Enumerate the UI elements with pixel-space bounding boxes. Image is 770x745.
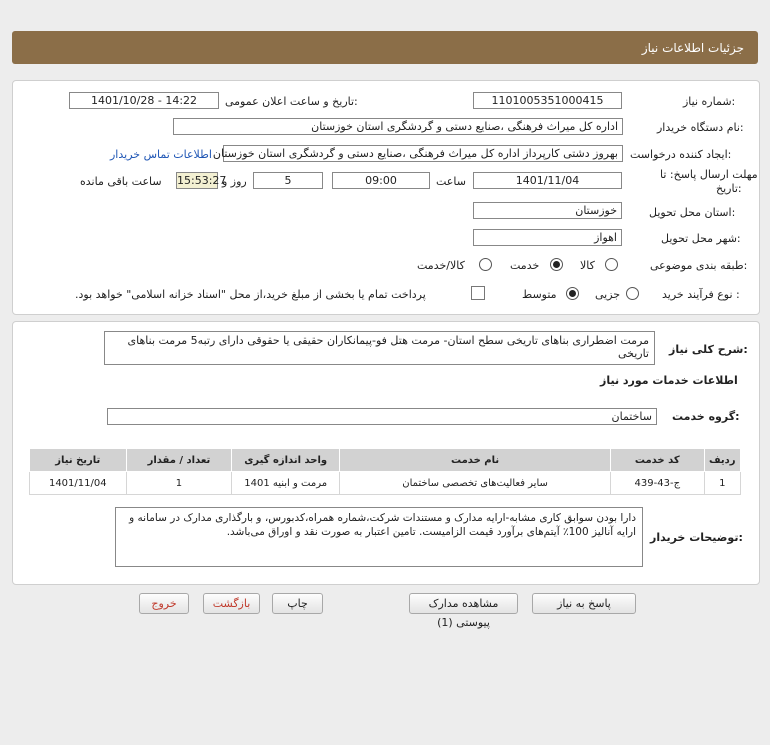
summary-label: شرح کلی نیاز: [669, 343, 748, 356]
days-field: 5 [253, 172, 323, 189]
process-minor-radio[interactable] [626, 287, 639, 300]
deadline-date-label: تاریخ: [716, 182, 742, 195]
city-field: اهواز [473, 229, 622, 246]
creator-label: ایجاد کننده درخواست: [630, 148, 732, 161]
cell-unit: مرمت و ابنیه 1401 [232, 472, 340, 495]
deadline-time-label: ساعت [436, 175, 466, 188]
services-table [29, 448, 741, 495]
service-group-label: گروه خدمت: [672, 410, 740, 423]
buyer-notes-label: توضیحات خریدار: [650, 531, 743, 544]
process-label: نوع فرآیند خرید : [662, 288, 740, 301]
creator-field: بهروز دشتی کارپرداز اداره کل میراث فرهنگی ،صنایع دستی و گردشگری استان خوزستان [223, 145, 623, 162]
announce-label: تاریخ و ساعت اعلان عمومی: [225, 95, 358, 108]
announce-field: 1401/10/28 - 14:22 [69, 92, 219, 109]
category-goods-service-radio[interactable] [479, 258, 492, 271]
col-qty: تعداد / مقدار [126, 449, 232, 472]
cell-name: سایر فعالیت‌های تخصصی ساختمان [340, 472, 611, 495]
need-info-panel [12, 80, 760, 315]
province-field: خوزستان [473, 202, 622, 219]
process-minor-label: جزیی [595, 288, 621, 301]
process-medium-radio[interactable] [566, 287, 579, 300]
category-label: طبقه بندی موضوعی: [650, 259, 748, 272]
payment-note: پرداخت تمام یا بخشی از مبلغ خرید،از محل "اسناد خزانه اسلامی" خواهد بود. [75, 288, 426, 301]
services-section-title: اطلاعات خدمات مورد نیاز [600, 374, 738, 387]
contact-buyer-link[interactable]: اطلاعات تماس خریدار [110, 148, 212, 161]
col-row: ردیف [704, 449, 741, 472]
col-name: نام خدمت [340, 449, 611, 472]
view-attachments-button[interactable]: مشاهده مدارک پیوستی (1) [409, 593, 518, 614]
province-label: استان محل تحویل: [649, 206, 736, 219]
category-service-radio[interactable] [550, 258, 563, 271]
deadline-time-field: 09:00 [332, 172, 430, 189]
process-medium-label: متوسط [522, 288, 557, 301]
col-date: تاریخ نیاز [30, 449, 127, 472]
category-goods-label: کالا [580, 259, 595, 272]
buyer-org-label: نام دستگاه خریدار: [657, 121, 744, 134]
category-service-label: خدمت [510, 259, 540, 272]
cell-row: 1 [704, 472, 741, 495]
need-number-field: 1101005351000415 [473, 92, 622, 109]
service-group-field: ساختمان [107, 408, 657, 425]
table-row [30, 472, 741, 495]
days-label: روز و [222, 175, 247, 188]
buyer-org-field: اداره کل میراث فرهنگی ،صنایع دستی و گردشگری استان خوزستان [173, 118, 623, 135]
need-number-label: شماره نیاز: [683, 95, 736, 108]
category-goods-service-label: کالا/خدمت [417, 259, 465, 272]
buyer-notes-textbox: دارا بودن سوابق کاری مشابه-ارایه مدارک و مستندات شرکت،شماره همراه،کدبورس، و بارگذاری مدارک در سامانه و ارایه آنالیز 100٪ آیتم‌های برآورد قیمت الزامیست. تامین اعتبار به صورت نقد و اوراق می‌باشد. [115, 507, 643, 567]
reply-button[interactable]: پاسخ به نیاز [532, 593, 636, 614]
cell-qty: 1 [126, 472, 232, 495]
deadline-label: مهلت ارسال پاسخ: تا [660, 168, 758, 181]
cell-date: 1401/11/04 [30, 472, 127, 495]
table-header-row [30, 449, 741, 472]
summary-textbox: مرمت اضطراری بناهای تاریخی سطح استان- مرمت هتل فو-پیمانکاران حقیقی یا حقوقی دارای رتبه5 مرمت بناهای تاریخی [104, 331, 655, 365]
city-label: شهر محل تحویل: [661, 232, 741, 245]
col-unit: واحد اندازه گیری [232, 449, 340, 472]
col-code: کد خدمت [611, 449, 704, 472]
deadline-date-field: 1401/11/04 [473, 172, 622, 189]
treasury-checkbox[interactable] [471, 286, 485, 300]
remaining-time-field: 15:53:27 [177, 174, 227, 187]
category-goods-radio[interactable] [605, 258, 618, 271]
cell-code: ج-43-439 [611, 472, 704, 495]
exit-button[interactable]: خروج [139, 593, 189, 614]
remaining-label: ساعت باقی مانده [80, 175, 162, 188]
back-button[interactable]: بازگشت [203, 593, 260, 614]
print-button[interactable]: چاپ [272, 593, 323, 614]
page-title: جزئیات اطلاعات نیاز [641, 41, 744, 55]
page-header [12, 31, 758, 64]
